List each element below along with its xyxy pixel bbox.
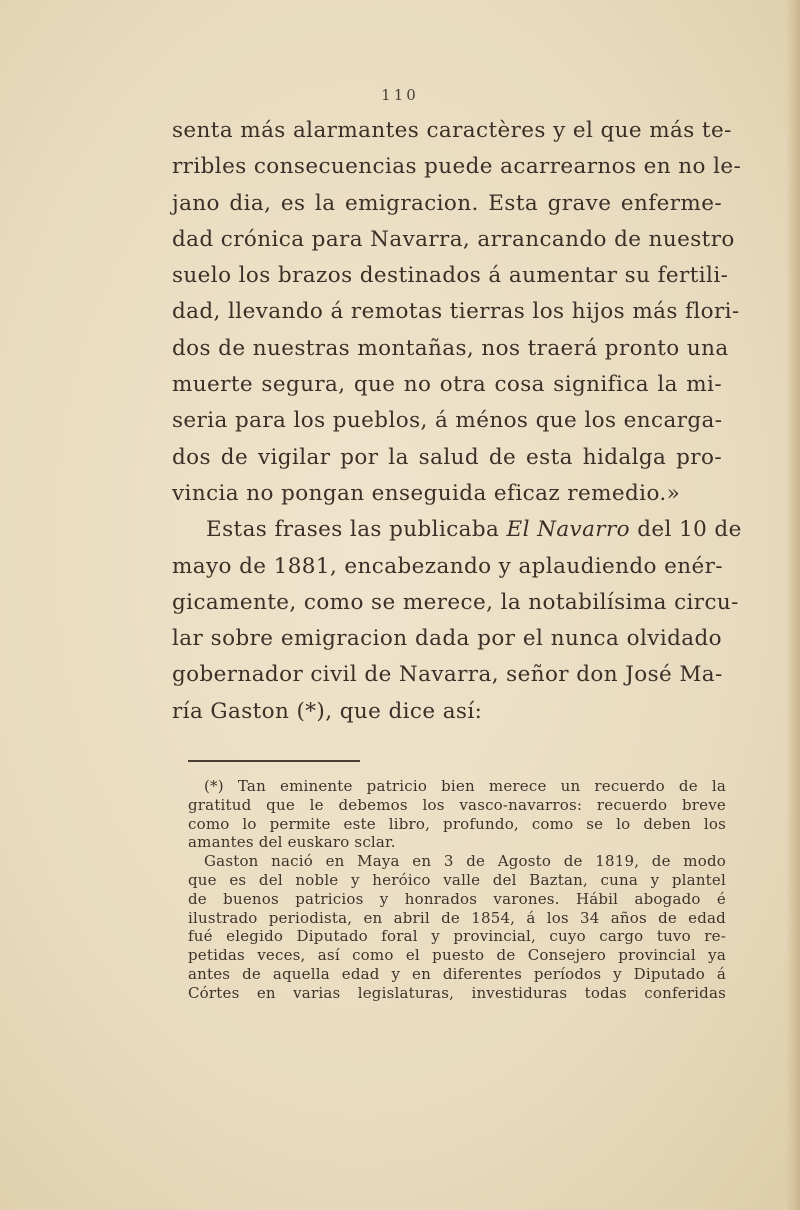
text-line: rribles consecuencias puede acarrearnos en no le- <box>172 154 742 180</box>
text-line: seria para los pueblos, á ménos que los encarga- <box>172 408 723 434</box>
text-line: vincia no pongan enseguida eficaz remedio.» <box>172 480 681 506</box>
page-number: 110 <box>381 86 419 104</box>
text-line: lar sobre emigracion dada por el nunca olvidado <box>172 626 722 652</box>
footnote-line: como lo permite este libro, profundo, como se lo deben los <box>188 814 726 833</box>
text-line: gobernador civil de Navarra, señor don José Ma- <box>172 662 723 688</box>
newspaper-title: El Navarro <box>506 517 630 543</box>
footnote-line: Córtes en varias legislaturas, investiduras todas conferidas <box>188 983 726 1002</box>
footnote-line: (*) Tan eminente patricio bien merece un recuerdo de la <box>204 777 726 795</box>
footnote-line: fué elegido Diputado foral y provincial, cuyo cargo tuvo re- <box>188 927 726 946</box>
main-text <box>172 113 742 730</box>
text-line: ría Gaston (*), que dice así: <box>172 698 483 724</box>
text-line: dad crónica para Navarra, arrancando de nuestro <box>172 226 735 252</box>
text-line: dos de nuestras montañas, nos traerá pronto una <box>172 335 729 361</box>
text-line: senta más alarmantes caractères y el que más te- <box>172 118 732 143</box>
footnote-line: petidas veces, así como el puesto de Consejero provincial ya <box>188 946 726 965</box>
text-line <box>172 512 742 548</box>
text-run: del 10 de <box>630 517 742 543</box>
footnote-line: amantes del euskaro sclar. <box>188 833 396 852</box>
page-edge-shadow <box>786 0 800 1210</box>
footnote-line: de buenos patricios y honrados varones. Hábil abogado é <box>188 889 726 908</box>
text-line: gicamente, como se merece, la notabilísima circu- <box>172 589 739 615</box>
footnote <box>188 777 726 1003</box>
footnote-line: antes de aquella edad y en diferentes períodos y Diputado á <box>188 964 726 983</box>
text-line: suelo los brazos destinados á aumentar su fertili- <box>172 263 729 289</box>
text-line: dos de vigilar por la salud de esta hidalga pro- <box>172 444 722 470</box>
text-line: dad, llevando á remotas tierras los hijos más flori- <box>172 299 740 325</box>
text-line: jano dia, es la emigracion. Esta grave enferme- <box>172 190 722 216</box>
text-line: mayo de 1881, encabezando y aplaudiendo enér- <box>172 553 723 579</box>
footnote-line: gratitud que le debemos los vasco-navarros: recuerdo breve <box>188 795 726 814</box>
text-run: Estas frases las publicaba <box>206 517 507 543</box>
footnote-line: que es del noble y heróico valle del Baztan, cuna y plantel <box>188 870 726 889</box>
text-line: muerte segura, que no otra cosa significa la mi- <box>172 372 722 398</box>
footnote-line: Gaston nació en Maya en 3 de Agosto de 1819, de modo <box>204 852 726 871</box>
footnote-line: ilustrado periodista, en abril de 1854, á los 34 años de edad <box>188 908 726 927</box>
footnote-divider <box>188 760 360 762</box>
